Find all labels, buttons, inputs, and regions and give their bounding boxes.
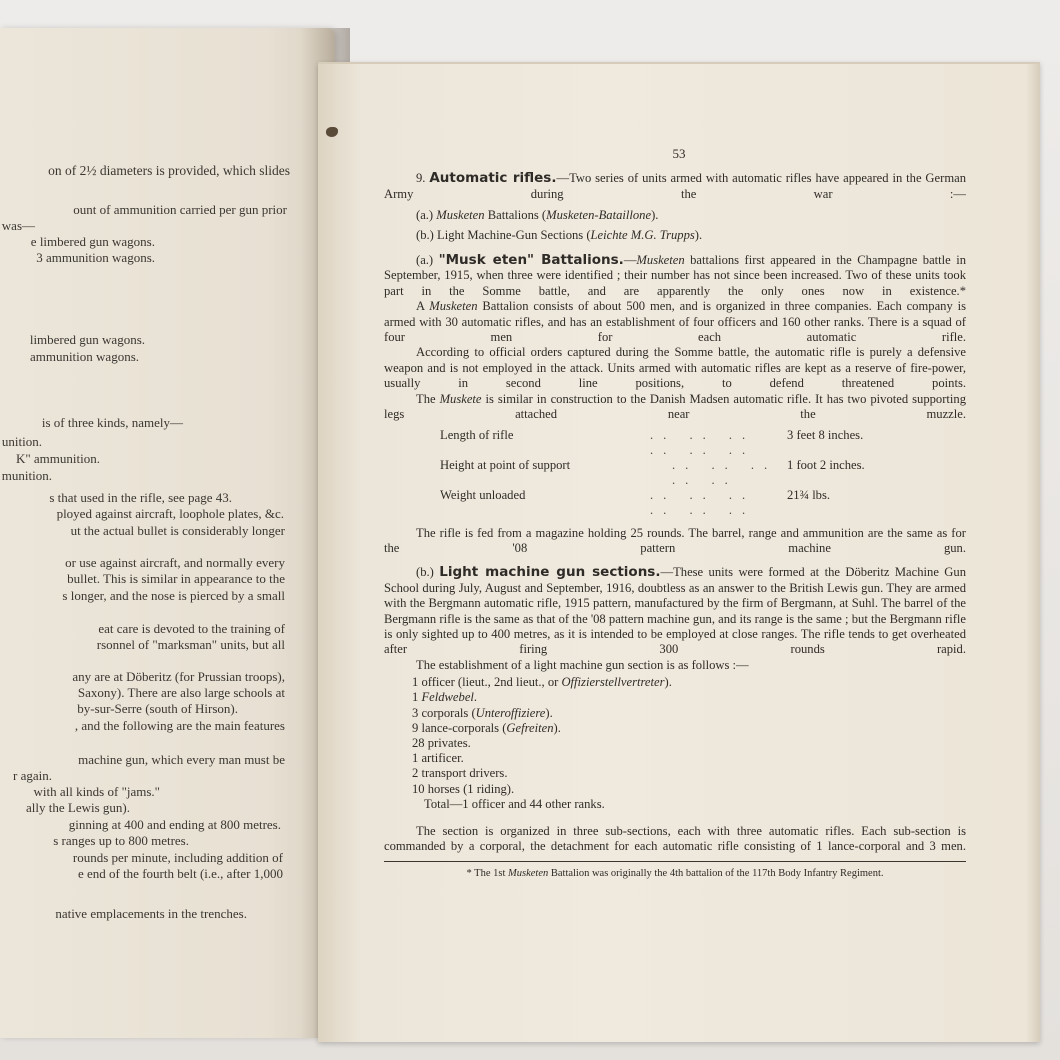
spec-label: Weight unloaded bbox=[440, 487, 526, 502]
section-b-p3: The section is organized in three sub-sections, each with three automatic rifles. Each sub-section is commanded by a corporal, the detachment for each automatic rifle consisting of 1 lance-corporal and 3 men. bbox=[384, 823, 966, 854]
spec-row bbox=[440, 458, 912, 488]
left-line: e end of the fourth belt (i.e., after 1,000 bbox=[77, 866, 283, 881]
item-text: ). bbox=[545, 705, 553, 720]
item-text: ). bbox=[664, 675, 672, 690]
left-line: bullet. This is similar in appearance to the bbox=[67, 571, 285, 586]
italic-term: Leichte M.G. Trupps bbox=[590, 227, 695, 242]
section-a-p3: According to official orders captured during the Somme battle, the automatic rifle is purely a defensive weapon and is not employed in the attack. Units armed with automatic rifles are kept as a reserve of fire-power, usually in second line positions, to defend threatened points. bbox=[384, 345, 966, 391]
left-line: Saxony). There are also large schools at bbox=[77, 685, 285, 700]
subsection-heading: Light machine gun sections. bbox=[439, 564, 661, 581]
italic-term: Feldwebel bbox=[421, 690, 474, 705]
item-text: ). bbox=[553, 720, 561, 735]
left-line: , and the following are the main features bbox=[74, 718, 285, 733]
left-line: native emplacements in the trenches. bbox=[55, 906, 247, 921]
item-text: 1 officer (lieut., 2nd lieut., or bbox=[412, 675, 562, 690]
section-heading: Automatic rifles. bbox=[429, 170, 557, 187]
left-line: rsonnel of "marksman" units, but all bbox=[96, 637, 285, 652]
left-line: ut the actual bullet is considerably longer bbox=[70, 523, 285, 538]
right-page-content bbox=[384, 146, 966, 881]
subsection-heading: "Musk eten" Battalions. bbox=[438, 252, 624, 269]
section-a-p4 bbox=[384, 392, 966, 423]
left-line: on of 2½ diameters is provided, which slides bbox=[48, 163, 290, 178]
section-a-p5: The rifle is fed from a magazine holding 25 rounds. The barrel, range and ammunition are the same as for the '08 pattern machine gun. bbox=[384, 525, 966, 555]
spec-leader: .. .. .. .. .. .. bbox=[650, 487, 756, 517]
establishment-item bbox=[412, 751, 966, 766]
paragraph-text: — bbox=[623, 253, 637, 268]
paragraph-text: —Two series of units armed with automatic rifles have appeared in the German Army during the war :— bbox=[384, 171, 966, 201]
spec-table bbox=[440, 428, 966, 518]
list-text: ). bbox=[694, 227, 703, 242]
paragraph-text: A bbox=[416, 299, 430, 314]
footnote-text: Battalion was originally the 4th battalion of the 117th Body Infantry Regiment. bbox=[548, 867, 884, 879]
list-marker: (a.) bbox=[416, 208, 434, 223]
establishment-item bbox=[412, 766, 966, 781]
spec-value: 1 foot 2 inches. bbox=[787, 457, 865, 472]
subsection-marker: (a.) bbox=[416, 253, 434, 268]
italic-term: Musketen bbox=[436, 208, 485, 223]
establishment-list bbox=[412, 675, 966, 812]
section-b-p1 bbox=[384, 565, 966, 657]
section-9-intro bbox=[384, 171, 966, 202]
section-b-p2: The establishment of a light machine gun section is as follows :— bbox=[416, 657, 749, 672]
left-line: ammunition wagons. bbox=[29, 349, 139, 364]
item-total: Total—1 officer and 44 other ranks. bbox=[424, 796, 605, 811]
item-text: 28 privates. bbox=[412, 735, 471, 750]
list-marker: (b.) bbox=[416, 227, 434, 242]
subsection-marker: (b.) bbox=[416, 565, 434, 580]
left-page bbox=[0, 28, 335, 1038]
italic-term: Musketen bbox=[508, 867, 549, 879]
item-text: 1 artificer. bbox=[412, 751, 464, 766]
section-a-p1 bbox=[384, 253, 966, 299]
page-number: 53 bbox=[672, 146, 686, 161]
left-line: r again. bbox=[13, 768, 52, 783]
left-line: ount of ammunition carried per gun prior bbox=[73, 202, 287, 217]
paragraph-text: is similar in construction to the Danish Madsen automatic rifle. It has two pivoted supporting legs attached near the muzzle. bbox=[384, 391, 967, 422]
list-item bbox=[384, 208, 966, 223]
spec-value: 21¾ lbs. bbox=[787, 487, 831, 502]
spec-label: Length of rifle bbox=[440, 427, 514, 442]
left-line: 3 ammunition wagons. bbox=[36, 250, 155, 265]
item-text: 9 lance-corporals ( bbox=[412, 720, 507, 735]
italic-term: Offizierstellvertreter bbox=[561, 675, 665, 690]
left-line: was— bbox=[1, 218, 35, 233]
left-line: with all kinds of "jams." bbox=[33, 784, 160, 799]
spec-value: 3 feet 8 inches. bbox=[787, 427, 864, 442]
left-line: rounds per minute, including addition of bbox=[72, 850, 283, 865]
left-line: limbered gun wagons. bbox=[29, 332, 145, 347]
italic-term: Musketen bbox=[636, 253, 685, 268]
left-line: s longer, and the nose is pierced by a small bbox=[62, 588, 285, 603]
left-line: eat care is devoted to the training of bbox=[98, 621, 285, 636]
item-text: 2 transport drivers. bbox=[412, 766, 508, 781]
left-line: ally the Lewis gun). bbox=[26, 800, 130, 815]
list-text: ). bbox=[651, 208, 659, 223]
list-item bbox=[384, 228, 966, 243]
list-text: Battalions ( bbox=[487, 208, 547, 223]
left-line: machine gun, which every man must be bbox=[78, 752, 285, 767]
left-line: s that used in the rifle, see page 43. bbox=[49, 490, 232, 505]
footnote-text: * The 1st bbox=[466, 867, 508, 879]
establishment-item bbox=[412, 690, 966, 705]
establishment-item bbox=[412, 736, 966, 751]
left-line: or use against aircraft, and normally every bbox=[65, 555, 285, 570]
left-line: ployed against aircraft, loophole plates, &c. bbox=[56, 506, 284, 521]
left-line: e limbered gun wagons. bbox=[30, 234, 155, 249]
establishment-item bbox=[412, 721, 966, 736]
section-number: 9. bbox=[416, 171, 426, 186]
left-line: K" ammunition. bbox=[15, 451, 100, 466]
italic-term: Gefreiten bbox=[506, 720, 554, 735]
section-a-p2 bbox=[384, 299, 966, 345]
establishment-item bbox=[412, 675, 966, 690]
italic-term: Unteroffiziere bbox=[475, 705, 546, 720]
item-text: 1 bbox=[412, 690, 422, 705]
left-line: any are at Döberitz (for Prussian troops), bbox=[72, 669, 285, 684]
paragraph-text: The bbox=[416, 391, 440, 406]
left-line: by-sur-Serre (south of Hirson). bbox=[77, 701, 238, 716]
italic-term: Musketen bbox=[429, 299, 478, 314]
footnote-rule bbox=[384, 861, 966, 862]
list-text: Light Machine-Gun Sections ( bbox=[437, 227, 591, 242]
paragraph-text: battalions first appeared in the Champagne battle in September, 1915, when three were identified ; their number has not since been increased. Two of these units took part in the Somme battle, and are apparently the only ones now in existence.* bbox=[384, 253, 966, 298]
spec-row bbox=[440, 488, 912, 518]
spec-leader: .. .. .. .. .. .. bbox=[650, 427, 756, 457]
item-text: . bbox=[473, 690, 478, 705]
spec-label: Height at point of support bbox=[440, 457, 571, 472]
establishment-item bbox=[412, 797, 966, 812]
spec-leader: .. .. .. .. .. bbox=[672, 457, 778, 487]
establishment-item bbox=[412, 782, 966, 797]
left-line: ginning at 400 and ending at 800 metres. bbox=[68, 817, 281, 832]
left-line: unition. bbox=[1, 434, 42, 449]
italic-term: Muskete bbox=[439, 391, 482, 406]
italic-term: Musketen-Bataillone bbox=[546, 208, 652, 223]
item-text: 3 corporals ( bbox=[412, 705, 476, 720]
left-line: munition. bbox=[1, 468, 52, 483]
left-line: s ranges up to 800 metres. bbox=[53, 833, 189, 848]
footnote bbox=[384, 866, 966, 881]
item-text: 10 horses (1 riding). bbox=[412, 781, 515, 796]
paragraph-text: Battalion consists of about 500 men, and is organized in three companies. Each company is armed with 30 automatic rifles, and has an establishment of four officers and 160 other ranks. There is a squad of four men for each automatic rifle. bbox=[384, 299, 966, 345]
establishment-item bbox=[412, 706, 966, 721]
left-line: is of three kinds, namely— bbox=[41, 415, 183, 430]
paragraph-text: —These units were formed at the Döberitz Machine Gun School during July, August and September, 1916, doubtless as an answer to the British Lewis gun. They are armed with the Bergmann automatic rifle, 1915 pattern, manufactured by the firm of Bergmann, at Suhl. The barrel of the Bergmann rifle is the same as that of the '08 pattern machine gun, and its range is the same ; but the Bergmann rifle is only sighted up to 400 metres, as it is intended to be employed at close ranges. The rifle tends to get overheated after firing 300 rounds rapid. bbox=[384, 565, 966, 657]
spec-row bbox=[440, 428, 912, 458]
